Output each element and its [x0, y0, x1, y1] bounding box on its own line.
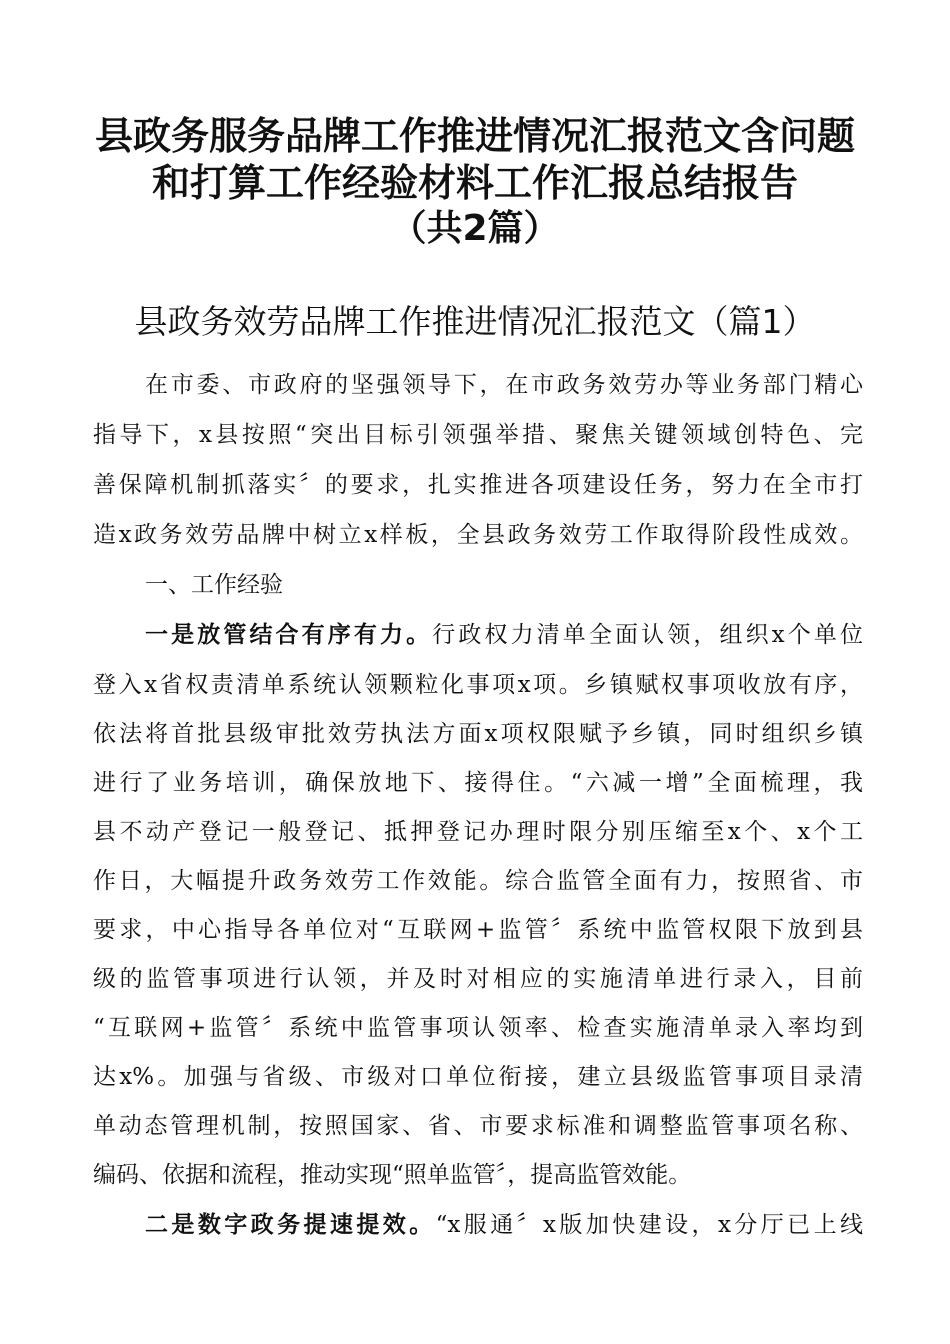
point-2-lead: 二是数字政务提速提效。	[145, 1212, 436, 1238]
intro-line-2: 指导下，x县按照“突出目标引领强举措、聚焦关键领域创特色、完	[93, 422, 863, 448]
point-1-line: 进行了业务培训，确保放地下、接得住。“六减一增”全面梳理，我	[93, 770, 863, 796]
point-2-first-line-rest: “x服通〞x版加快建设，x分厅已上线	[435, 1212, 864, 1238]
point-1-line: 登入x省权责清单系统认领颗粒化事项x项。乡镇赋权事项收放有序，	[93, 672, 863, 698]
section-heading: 县政务效劳品牌工作推进情况汇报范文（篇1）	[134, 302, 816, 341]
point-2-first-line	[145, 1210, 863, 1240]
point-1-line: 编码、依据和流程，推动实现“照单监管〞，提高监管效能。	[93, 1162, 692, 1188]
point-1-line: 级的监管事项进行认领，并及时对相应的实施清单进行录入，目前	[93, 966, 863, 992]
point-1-first-line-rest: 行政权力清单全面认领，组织x个单位	[432, 622, 863, 648]
document-title-line-1: 县政务服务品牌工作推进情况汇报范文含问题	[94, 114, 855, 158]
document-title-line-2: 和打算工作经验材料工作汇报总结报告	[151, 161, 798, 205]
point-1-line: 县不动产登记一般登记、抵押登记办理时限分别压缩至x个、x个工	[93, 819, 863, 845]
point-1-line: “互联网+监管〞系统中监管事项认领率、检查实施清单录入率均到	[93, 1015, 863, 1041]
document-title-line-3: （共2篇）	[390, 208, 560, 249]
intro-line-1: 在市委、市政府的坚强领导下，在市政务效劳办等业务部门精心	[145, 372, 863, 398]
point-1-line: 依法将首批县级审批效劳执法方面x项权限赋予乡镇，同时组织乡镇	[93, 721, 863, 747]
intro-line-4: 造x政务效劳品牌中树立x样板，全县政务效劳工作取得阶段性成效。	[93, 522, 863, 548]
intro-line-3: 善保障机制抓落实〞的要求，扎实推进各项建设任务，努力在全市打	[93, 472, 863, 498]
point-1-line: 作日，大幅提升政务效劳工作效能。综合监管全面有力，按照省、市	[93, 868, 863, 894]
point-1-first-line	[145, 620, 863, 650]
point-1-line: 要求，中心指导各单位对“互联网+监管〞系统中监管权限下放到县	[93, 917, 863, 943]
point-1-line: 达x%。加强与省级、市级对口单位衔接，建立县级监管事项目录清	[93, 1064, 863, 1090]
subheading-work-experience: 一、工作经验	[145, 572, 283, 598]
point-1-line: 单动态管理机制，按照国家、省、市要求标准和调整监管事项名称、	[93, 1113, 863, 1139]
point-1-lead: 一是放管结合有序有力。	[145, 622, 433, 648]
